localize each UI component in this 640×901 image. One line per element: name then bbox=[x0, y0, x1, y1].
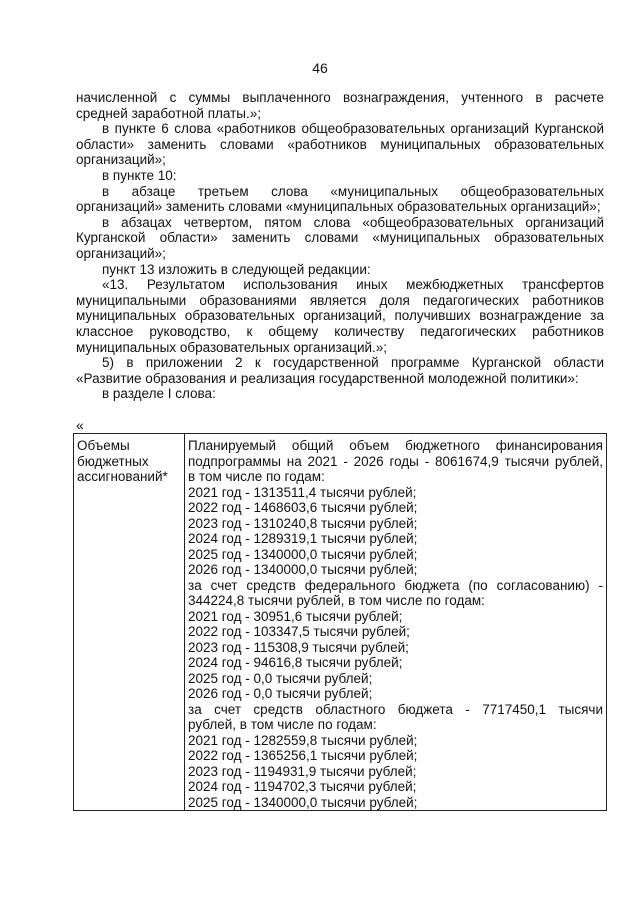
table-value-line: за счет средств областного бюджета - 7717450,1 тысячи bbox=[188, 701, 603, 717]
paragraph-line: в пункте 6 слова «работников общеобразовательных организаций Курганской bbox=[102, 121, 604, 137]
paragraph-line: в разделе I слова: bbox=[102, 386, 216, 402]
table-value-line: 2026 год - 0,0 тысячи рублей; bbox=[188, 686, 373, 701]
paragraph-line: классное руководство, к общему количеству педагогических работников bbox=[76, 323, 604, 339]
table-value-line: 2025 год - 1340000,0 тысячи рублей; bbox=[188, 794, 418, 810]
table-value-line: 2023 год - 1310240,8 тысячи рублей; bbox=[188, 515, 418, 531]
table-value-line: 2021 год - 1313511,4 тысячи рублей; bbox=[188, 484, 417, 500]
paragraph-line: в абзаце третьем слова «муниципальных общеобразовательных bbox=[102, 183, 604, 199]
table-label-line: ассигнований* bbox=[77, 469, 168, 484]
table-value-line: 2026 год - 1340000,0 тысячи рублей; bbox=[188, 562, 418, 577]
paragraph-line: начисленной с суммы выплаченного вознаграждения, учтенного в расчете bbox=[76, 90, 604, 105]
table-value-line: 2021 год - 1282559,8 тысячи рублей; bbox=[188, 732, 418, 748]
paragraph-line: организаций»; bbox=[76, 152, 166, 168]
table-value-line: 2023 год - 115308,9 тысячи рублей; bbox=[188, 639, 409, 655]
paragraph-line: в абзацах четвертом, пятом слова «общеобразовательных организаций bbox=[102, 214, 604, 230]
table-value-line: 344224,8 тысячи рублей, в том числе по годам: bbox=[188, 593, 485, 608]
paragraph-line: средней заработной платы.»; bbox=[76, 105, 261, 121]
table-value-line: рублей, в том числе по годам: bbox=[188, 717, 377, 732]
table-value-line: 2022 год - 103347,5 тысячи рублей; bbox=[188, 624, 410, 639]
row-label-cell bbox=[74, 434, 185, 811]
opening-quote-mark: « bbox=[76, 417, 84, 433]
page-number: 46 bbox=[312, 60, 328, 76]
table-value-line: за счет средств федерального бюджета (по согласованию) - bbox=[188, 577, 603, 593]
table-value-line: 2024 год - 1194702,3 тысячи рублей; bbox=[188, 779, 417, 794]
table-value-line: 2023 год - 1194931,9 тысячи рублей; bbox=[188, 763, 417, 779]
table-value-line: 2022 год - 1468603,6 тысячи рублей; bbox=[188, 500, 418, 515]
row-value-cell bbox=[185, 434, 607, 811]
paragraph-line: организаций» заменить словами «муниципальных образовательных организаций»; bbox=[76, 199, 601, 215]
table-row bbox=[74, 434, 607, 811]
paragraph-line: Курганской области» заменить словами «муниципальных образовательных bbox=[76, 230, 604, 246]
paragraph-line: муниципальных образовательных организаций.»; bbox=[76, 339, 388, 355]
table-label-line: Объемы bbox=[77, 438, 130, 453]
table-value-line: 2022 год - 1365256,1 тысячи рублей; bbox=[188, 748, 418, 763]
paragraph-line: 5) в приложении 2 к государственной программе Курганской области bbox=[102, 355, 604, 371]
table-value-line: в том числе по годам: bbox=[188, 469, 325, 484]
paragraph-line: в пункте 10: bbox=[102, 167, 177, 183]
paragraph-line: «13. Результатом использования иных межбюджетных трансфертов bbox=[102, 277, 604, 293]
table-value-line: 2021 год - 30951,6 тысячи рублей; bbox=[188, 608, 403, 624]
table-value-line: 2025 год - 0,0 тысячи рублей; bbox=[188, 670, 373, 686]
table-value-line: 2025 год - 1340000,0 тысячи рублей; bbox=[188, 546, 418, 562]
table-label-line: бюджетных bbox=[77, 453, 149, 469]
paragraph-line: области» заменить словами «работников муниципальных образовательных bbox=[76, 136, 604, 152]
paragraph-line: муниципальных образовательных организаций, получивших вознаграждение за bbox=[76, 308, 604, 324]
paragraph-line: организаций»; bbox=[76, 245, 166, 261]
paragraph-line: пункт 13 изложить в следующей редакции: bbox=[102, 261, 371, 277]
table-value-line: подпрограммы на 2021 - 2026 годы - 8061674,9 тысячи рублей, bbox=[188, 453, 603, 469]
paragraph-line: «Развитие образования и реализация государственной молодежной политики»: bbox=[76, 370, 579, 386]
table-value-line: 2024 год - 1289319,1 тысячи рублей; bbox=[188, 531, 418, 546]
table-value-line: 2024 год - 94616,8 тысячи рублей; bbox=[188, 655, 403, 670]
table-value-line: Планируемый общий объем бюджетного финансирования bbox=[188, 438, 603, 453]
paragraph-line: муниципальными образованиями является доля педагогических работников bbox=[76, 292, 604, 308]
budget-allocations-table bbox=[73, 433, 607, 811]
document-body bbox=[76, 90, 604, 402]
